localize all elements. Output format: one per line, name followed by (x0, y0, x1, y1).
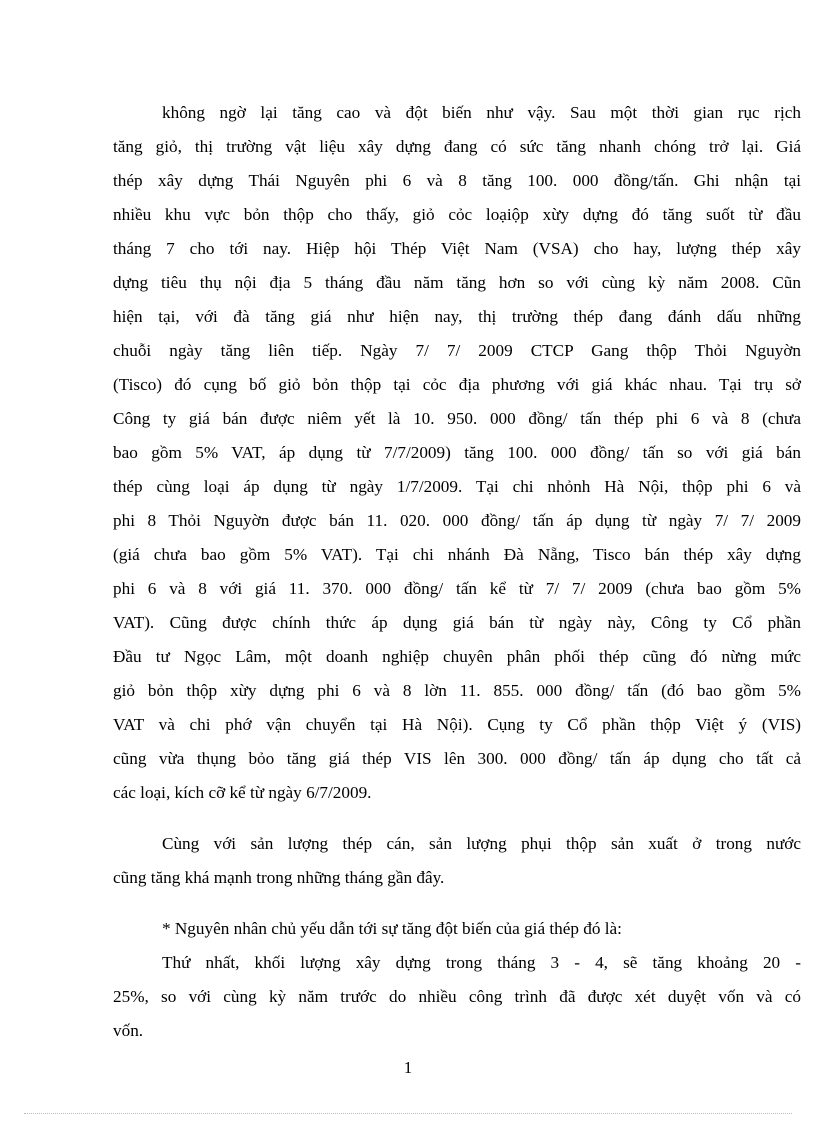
paragraph-3-line-2: 25%, so với cùng kỳ năm trước do nhiều công trình đã được xét duyệt vốn và có (113, 987, 801, 1006)
paragraph-1-line-8: chuỗi ngày tăng liên tiếp. Ngày 7/ 7/ 2009 CTCP Gang thộp Thỏi Nguyờn (113, 341, 801, 360)
paragraph-2-line-1: Cùng với sản lượng thép cán, sản lượng phụi thộp sản xuất ở trong nước (162, 834, 801, 853)
paragraph-1-line-1: không ngờ lại tăng cao và đột biến như vậy. Sau một thời gian rục rịch (162, 103, 801, 122)
paragraph-1-line-4: nhiều khu vực bỏn thộp cho thấy, giỏ cỏc loạiộp xừy dựng đó tăng suốt từ đầu (113, 205, 801, 224)
paragraph-1-line-16: VAT). Cũng được chính thức áp dụng giá bán từ ngày này, Công ty Cổ phần (113, 613, 801, 632)
paragraph-1-line-5: tháng 7 cho tới nay. Hiệp hội Thép Việt Nam (VSA) cho hay, lượng thép xây (113, 239, 801, 258)
paragraph-1-line-18: giỏ bỏn thộp xừy dựng phi 6 và 8 lờn 11. 855. 000 đồng/ tấn (đó bao gồm 5% (113, 681, 801, 700)
paragraph-1-line-13: phi 8 Thỏi Nguyờn được bán 11. 020. 000 đồng/ tấn áp dụng từ ngày 7/ 7/ 2009 (113, 511, 801, 530)
paragraph-1-line-14: (giá chưa bao gồm 5% VAT). Tại chi nhánh Đà Nẵng, Tisco bán thép xây dựng (113, 545, 801, 564)
paragraph-1-line-19: VAT và chi phớ vận chuyển tại Hà Nội). Cụng ty Cổ phần thộp Việt ý (VIS) (113, 715, 801, 734)
paragraph-3-line-1: Thứ nhất, khối lượng xây dựng trong tháng 3 - 4, sẽ tăng khoảng 20 - (162, 953, 801, 972)
paragraph-1-line-3: thép xây dựng Thái Nguyên phi 6 và 8 tăng 100. 000 đồng/tấn. Ghi nhận tại (113, 171, 801, 190)
paragraph-1-line-7: hiện tại, với đà tăng giá như hiện nay, thị trường thép đang đánh dấu những (113, 307, 801, 326)
paragraph-1-line-9: (Tisco) đó cụng bố giỏ bỏn thộp tại cỏc địa phương với giá khác nhau. Tại trụ sở (113, 375, 801, 394)
paragraph-1-line-11: bao gồm 5% VAT, áp dụng từ 7/7/2009) tăng 100. 000 đồng/ tấn so với giá bán (113, 443, 801, 462)
paragraph-3-line-3: vốn. (113, 1021, 144, 1040)
paragraph-1-line-17: Đầu tư Ngọc Lâm, một doanh nghiệp chuyên phân phối thép cũng đó nừng mức (113, 647, 801, 666)
page-bottom-divider (24, 1113, 792, 1114)
page-number: 1 (403, 1058, 413, 1077)
paragraph-1-line-12: thép cùng loại áp dụng từ ngày 1/7/2009. Tại chi nhỏnh Hà Nội, thộp phi 6 và (113, 477, 801, 496)
paragraph-1-line-10: Công ty giá bán được niêm yết là 10. 950. 000 đồng/ tấn thép phi 6 và 8 (chưa (113, 409, 801, 428)
paragraph-2-line-2: cũng tăng khá mạnh trong những tháng gần đây. (113, 868, 445, 887)
paragraph-1-line-15: phi 6 và 8 với giá 11. 370. 000 đồng/ tấn kể từ 7/ 7/ 2009 (chưa bao gồm 5% (113, 579, 801, 598)
paragraph-1-line-6: dựng tiêu thụ nội địa 5 tháng đầu năm tăng hơn so với cùng kỳ năm 2008. Cũn (113, 273, 801, 292)
paragraph-1-line-21: các loại, kích cỡ kể từ ngày 6/7/2009. (113, 783, 372, 802)
paragraph-1-line-20: cũng vừa thụng bỏo tăng giá thép VIS lên 300. 000 đồng/ tấn áp dụng cho tất cả (113, 749, 801, 768)
paragraph-1-line-2: tăng giỏ, thị trường vật liệu xây dựng đang có sức tăng nhanh chóng trở lại. Giá (113, 137, 801, 156)
paragraph-3-heading: * Nguyên nhân chủ yếu dẫn tới sự tăng đột biến của giá thép đó là: (162, 919, 622, 938)
